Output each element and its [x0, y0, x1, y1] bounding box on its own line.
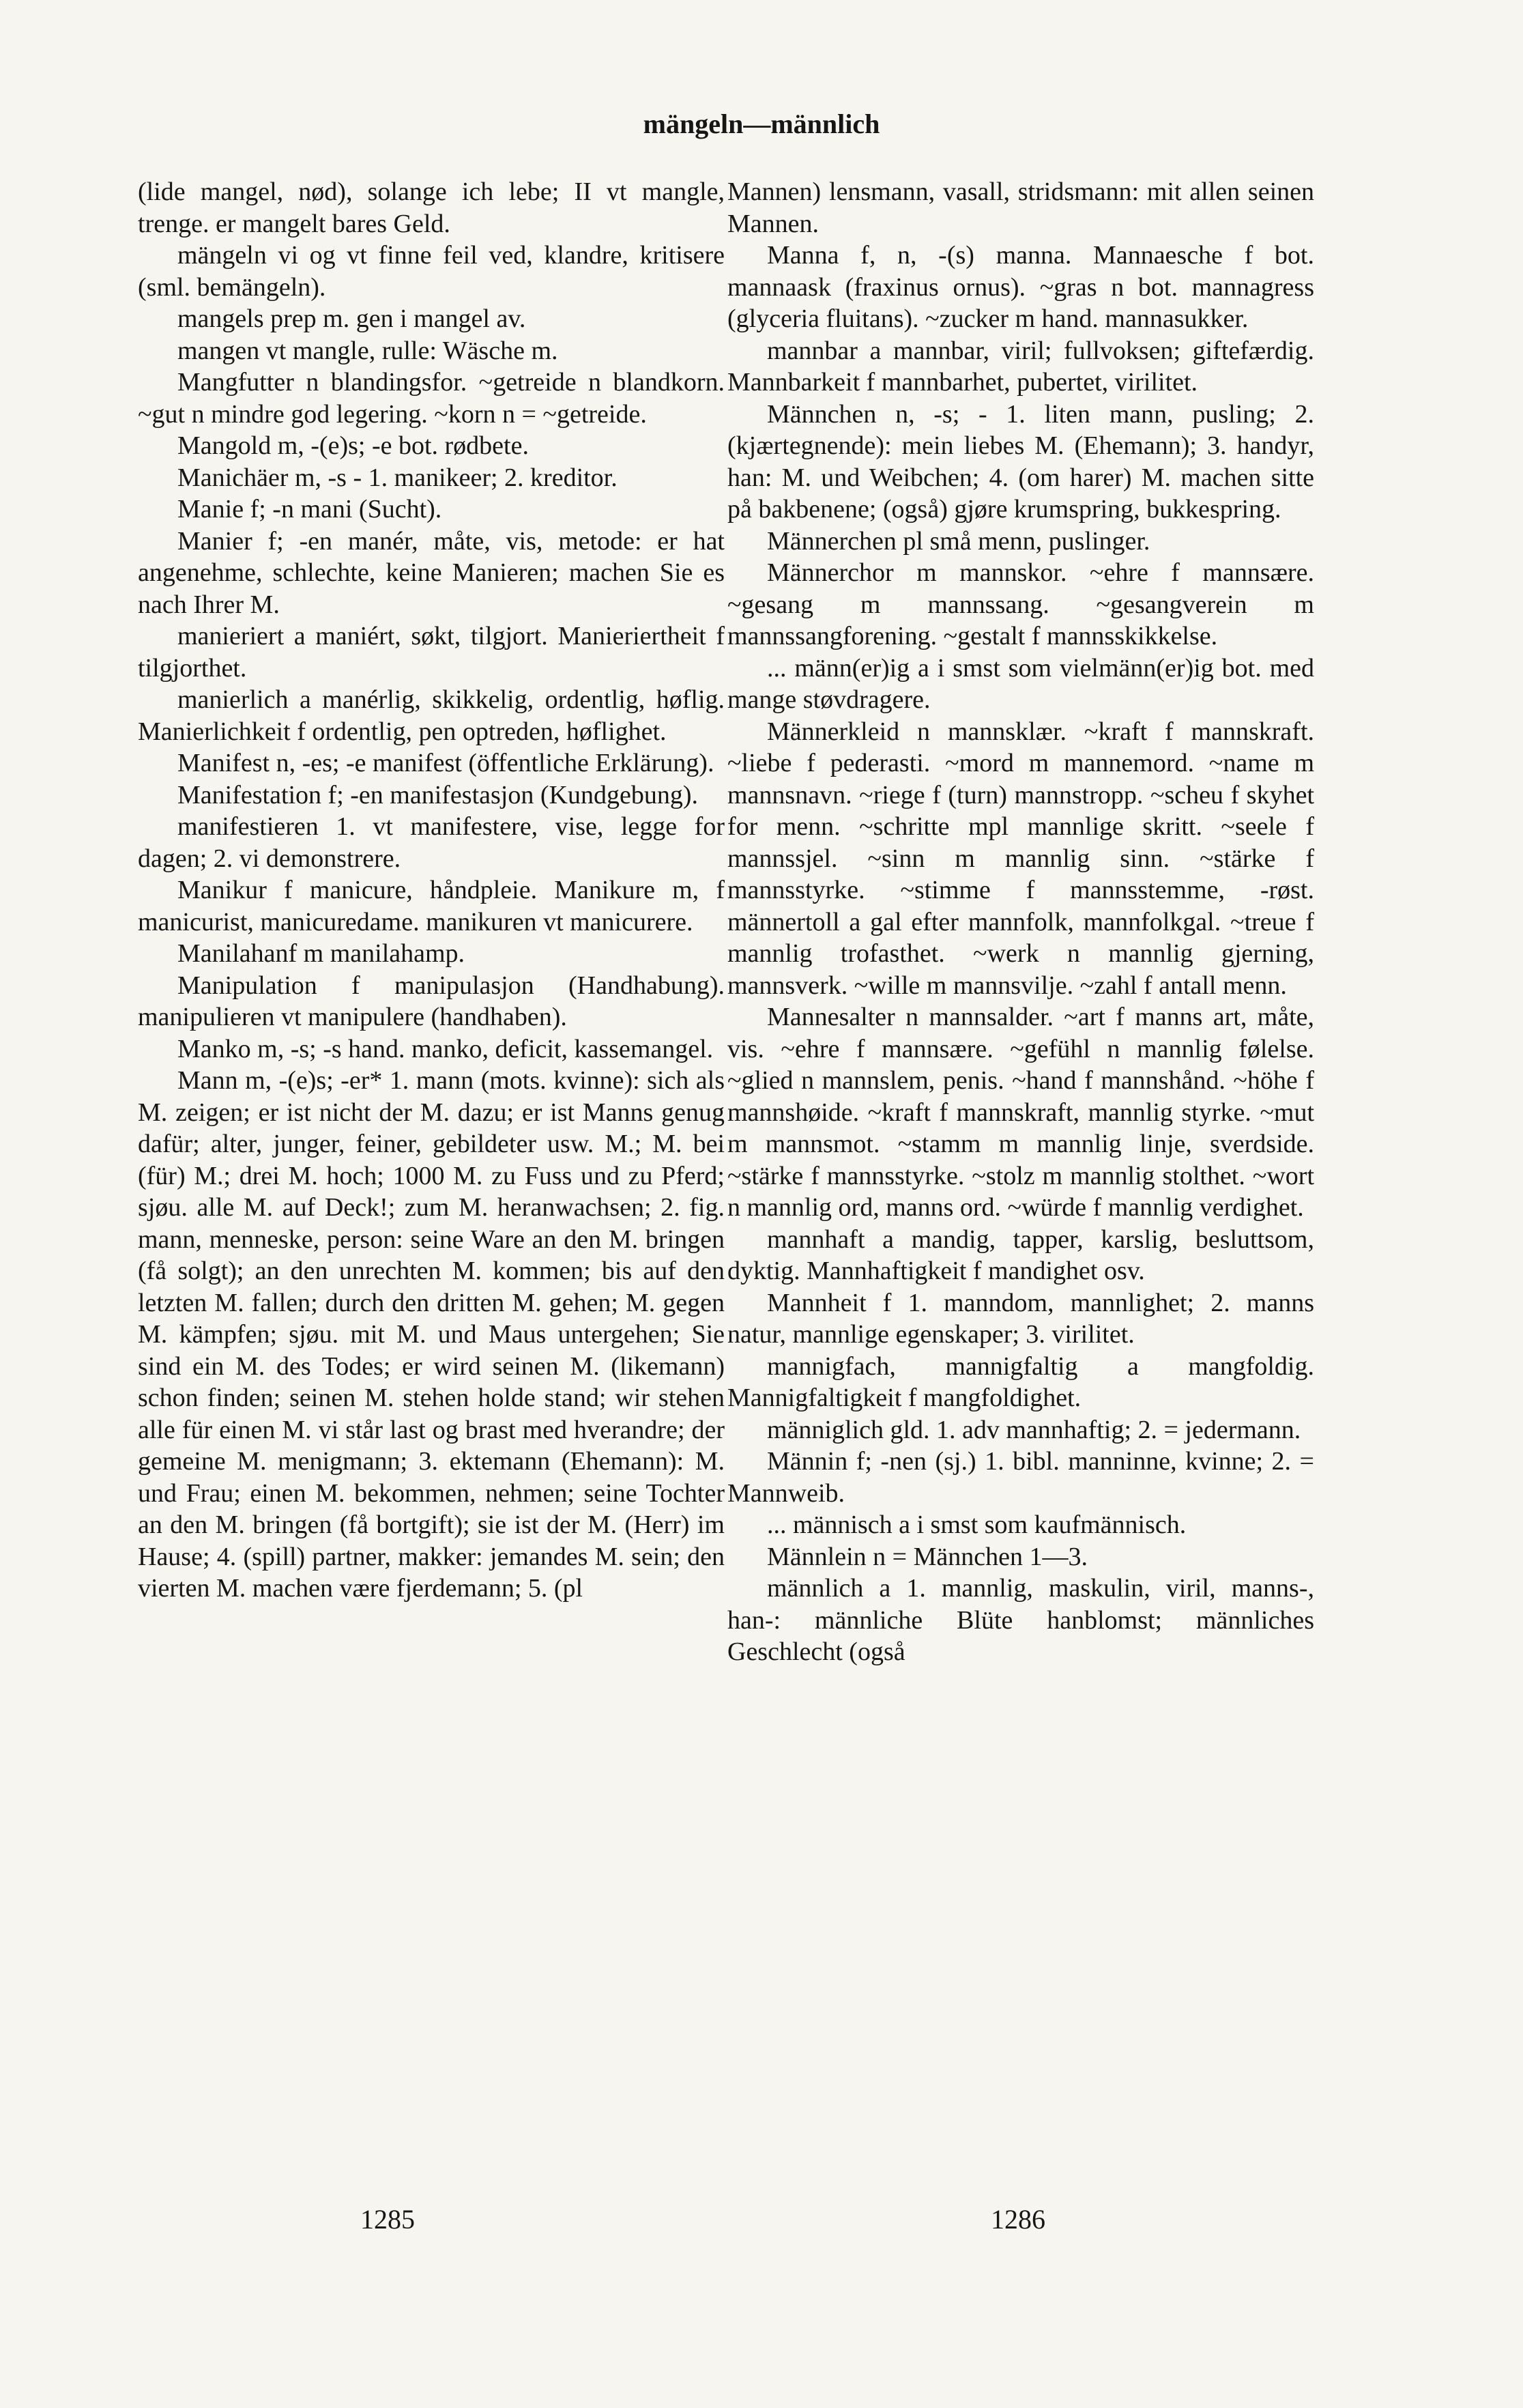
dictionary-entry: Männin f; -nen (sj.) 1. bibl. manninne, kvinne; 2. = Mannweib. — [727, 1447, 1314, 1508]
dictionary-entry: mängeln vi og vt finne feil ved, klandre, kritisere (sml. bemängeln). — [138, 241, 725, 302]
dictionary-entry: männlich a 1. mannlig, maskulin, viril, manns-, han-: männliche Blüte hanblomst; männliches Geschlecht (også — [727, 1574, 1314, 1666]
dictionary-entry: Manichäer m, -s - 1. manikeer; 2. kreditor. — [177, 463, 618, 492]
dictionary-entry: mangen vt mangle, rulle: Wäsche m. — [177, 336, 558, 365]
dictionary-entry: Manifestation f; -en manifestasjon (Kundgebung). — [177, 780, 698, 809]
dictionary-entry: Manifest n, -es; -e manifest (öffentliche Erklärung). — [177, 749, 714, 777]
right-column — [727, 176, 1314, 1668]
dictionary-entry: Manna f, n, -(s) manna. Mannaesche f bot. mannaask (fraxinus ornus). ~gras n bot. mannagress (glyceria fluitans). ~zucker m hand. mannasukker. — [727, 241, 1314, 333]
dictionary-entry: manifestieren 1. vt manifestere, vise, legge for dagen; 2. vi demonstrere. — [138, 812, 725, 873]
dictionary-entry: männiglich gld. 1. adv mannhaftig; 2. = jedermann. — [767, 1415, 1301, 1444]
running-header: mängeln—männlich — [643, 109, 880, 139]
dictionary-entry: Mannen) lensmann, vasall, stridsmann: mit allen seinen Mannen. — [727, 177, 1314, 238]
dictionary-entry: mangels prep m. gen i mangel av. — [177, 304, 526, 333]
dictionary-entry: Manie f; -n mani (Sucht). — [177, 495, 442, 524]
dictionary-entry: Manikur f manicure, håndpleie. Manikure m, f manicurist, manicuredame. manikuren vt manicurere. — [138, 876, 725, 936]
dictionary-entry: Manier f; -en manér, måte, vis, metode: er hat angenehme, schlechte, keine Manieren; machen Sie es nach Ihrer M. — [138, 526, 725, 619]
dictionary-entry: Mann m, -(e)s; -er* 1. mann (mots. kvinne): sich als M. zeigen; er ist nicht der M. dazu; er ist Manns genug dafür; alter, junger, feiner, gebildeter usw. M.; M. bei (für) M.; drei M. hoch; 1000 M. zu Fuss und zu Pferd; sjøu. alle M. auf Deck!; zum M. heranwachsen; 2. fig. mann, menneske, person: seine Ware an den M. bringen (få solgt); an den unrechten M. kommen; bis auf den letzten M. fallen; durch den dritten M. gehen; M. gegen M. kämpfen; sjøu. mit M. und Maus untergehen; Sie sind ein M. des Todes; er wird seinen M. (likemann) schon finden; seinen M. stehen holde stand; wir stehen alle für einen M. vi står last og brast med hverandre; der gemeine M. menigmann; 3. ektemann (Ehemann): M. und Frau; einen M. bekommen, nehmen; seine Tochter an den M. bringen (få bortgift); sie ist der M. (Herr) im Hause; 4. (spill) partner, makker: jemandes M. sein; den vierten M. machen være fjerdemann; 5. (pl — [138, 1066, 725, 1603]
dictionary-entry: (lide mangel, nød), solange ich lebe; II vt mangle, trenge. er mangelt bares Geld. — [138, 177, 725, 238]
dictionary-entry: Männerkleid n mannsklær. ~kraft f mannskraft. ~liebe f pederasti. ~mord m mannemord. ~name m mannsnavn. ~riege f (turn) mannstropp. ~scheu f skyhet for menn. ~schritte mpl mannlige skritt. ~seele f mannssjel. ~sinn m mannlig sinn. ~stärke f mannsstyrke. ~stimme f mannsstemme, -røst. männertoll a gal efter mannfolk, mannfolkgal. ~treue f mannlig trofasthet. ~werk n mannlig gjerning, mannsverk. ~wille m mannsvilje. ~zahl f antall menn. — [727, 717, 1314, 1000]
dictionary-entry: Manipulation f manipulasjon (Handhabung). manipulieren vt manipulere (handhaben). — [138, 971, 725, 1031]
dictionary-entry: Manko m, -s; -s hand. manko, deficit, kassemangel. — [177, 1034, 714, 1063]
dictionary-entry: Mannesalter n mannsalder. ~art f manns art, måte, vis. ~ehre f mannsære. ~gefühl n mannlig følelse. ~glied n mannslem, penis. ~hand f mannshånd. ~höhe f mannshøide. ~kraft f mannskraft, mannlig styrke. ~mut m mannsmot. ~stamm m mannlig linje, sverdside. ~stärke f mannsstyrke. ~stolz m mannlig stolthet. ~wort n mannlig ord, manns ord. ~würde f mannlig verdighet. — [727, 1003, 1314, 1222]
dictionary-entry: mannhaft a mandig, tapper, karslig, besluttsom, dyktig. Mannhaftigkeit f mandighet osv. — [727, 1224, 1314, 1285]
dictionary-entry: Männlein n = Männchen 1—3. — [767, 1542, 1088, 1571]
dictionary-entry: mannbar a mannbar, viril; fullvoksen; giftefærdig. Mannbarkeit f mannbarhet, pubertet, virilitet. — [727, 336, 1314, 397]
dictionary-entry: Männerchen pl små menn, puslinger. — [767, 526, 1150, 556]
dictionary-entry: Mangold m, -(e)s; -e bot. rødbete. — [177, 431, 529, 460]
dictionary-entry: Manilahanf m manilahamp. — [177, 939, 465, 968]
dictionary-entry: Mannheit f 1. manndom, mannlighet; 2. manns natur, mannlige egenskaper; 3. virilitet. — [727, 1288, 1314, 1349]
dictionary-entry: ... männisch a i smst som kaufmännisch. — [767, 1510, 1187, 1539]
dictionary-entry: Mangfutter n blandingsfor. ~getreide n blandkorn. ~gut n mindre god legering. ~korn n = ~getreide. — [138, 368, 725, 429]
dictionary-entry: Männerchor m mannskor. ~ehre f mannsære. ~gesang m mannssang. ~gesangverein m mannssangforening. ~gestalt f mannsskikkelse. — [727, 558, 1314, 650]
dictionary-entry: manieriert a maniért, søkt, tilgjort. Manieriertheit f tilgjorthet. — [138, 622, 725, 683]
page-number-left: 1285 — [360, 2204, 415, 2235]
dictionary-entry: ... männ(er)ig a i smst som vielmänn(er)ig bot. med mange støvdragere. — [727, 653, 1314, 714]
dictionary-entry: Männchen n, -s; - 1. liten mann, pusling; 2. (kjærtegnende): mein liebes M. (Ehemann); 3. handyr, han: M. und Weibchen; 4. (om harer) M. machen sitte på bakbenene; (også) gjøre krumspring, bukkespring. — [727, 399, 1314, 524]
dictionary-entry: manierlich a manérlig, skikkelig, ordentlig, høflig. Manierlichkeit f ordentlig, pen optreden, høflighet. — [138, 685, 725, 746]
dictionary-entry: mannigfach, mannigfaltig a mangfoldig. Mannigfaltigkeit f mangfoldighet. — [727, 1351, 1314, 1412]
left-column — [138, 176, 725, 1605]
page-number-right: 1286 — [991, 2204, 1045, 2235]
